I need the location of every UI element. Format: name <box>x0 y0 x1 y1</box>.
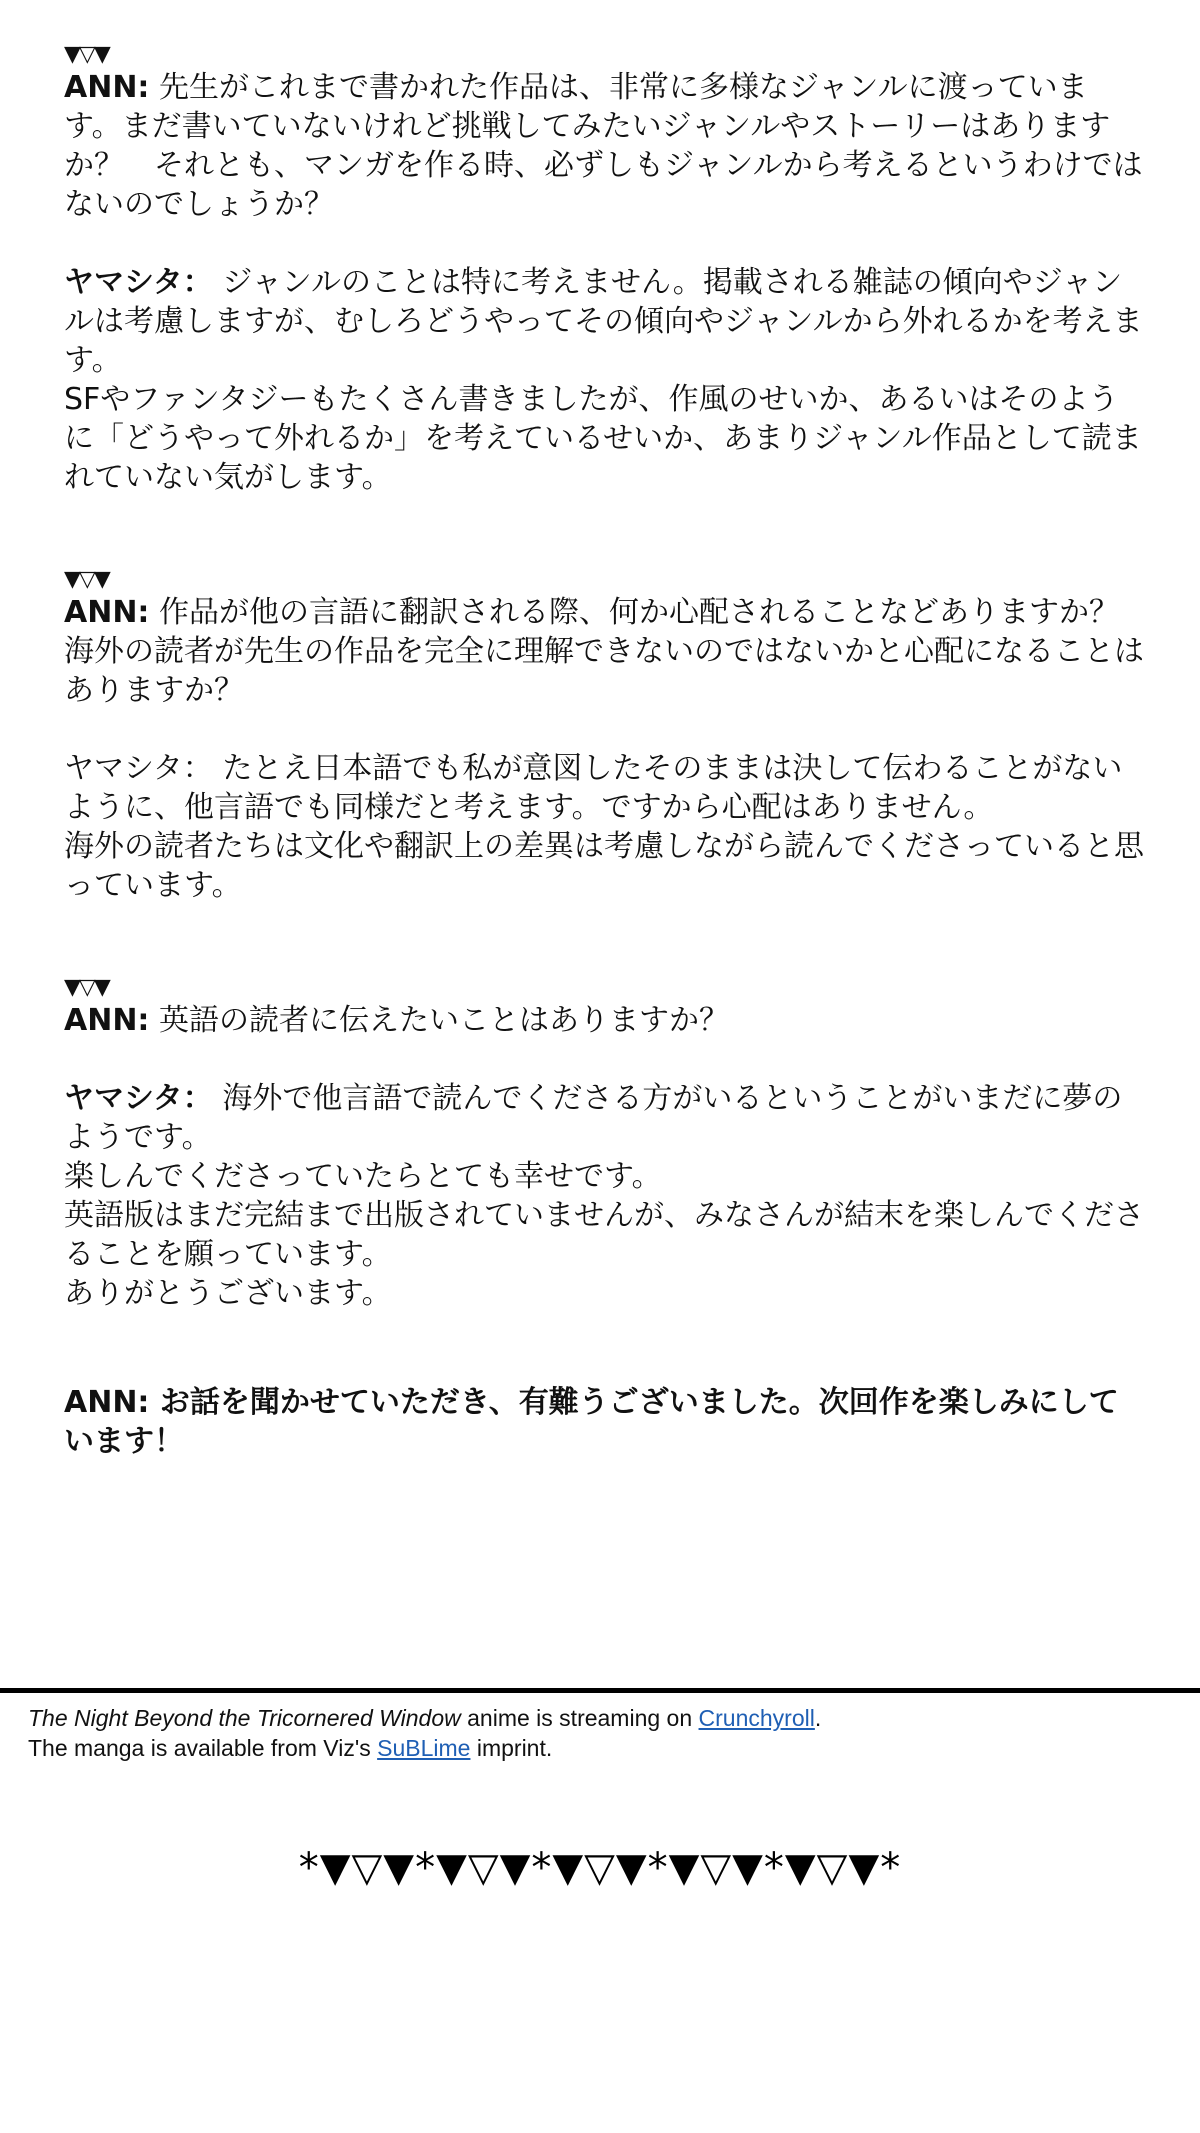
interview-article <box>64 42 1144 1461</box>
footer-text: The manga is available from Viz's <box>28 1735 378 1761</box>
question-text: 作品が他の言語に翻訳される際、何か心配されることなどありますか？ <box>158 595 1119 630</box>
answer-paragraph: 楽しんでくださっていたらとても幸せです。 <box>64 1159 662 1194</box>
ornament-divider: *▼▽▼*▼▽▼*▼▽▼*▼▽▼*▼▽▼* <box>298 1845 902 1891</box>
sublime-link[interactable]: SuBLime <box>377 1735 471 1761</box>
answer-speaker: ヤマシタ： <box>64 751 213 786</box>
answer-paragraph <box>64 1079 1144 1157</box>
answer-paragraph <box>64 263 1144 380</box>
answer-paragraph <box>64 749 1144 827</box>
footer-line-anime <box>28 1703 1178 1733</box>
question-speaker: ANN: <box>64 70 150 105</box>
answer-text: たとえ日本語でも私が意図したそのままは決して伝わることがないように、他言語でも同様だと考えます。ですから心配はありません。 <box>64 751 1123 825</box>
question-speaker: ANN: <box>64 1003 150 1038</box>
answer-speaker: ヤマシタ： <box>64 265 213 300</box>
footer-text: . <box>814 1705 822 1731</box>
horizontal-rule <box>0 1688 1200 1693</box>
question-paragraph <box>64 1001 1144 1040</box>
answer-text: 海外で他言語で読んでくださる方がいるということがいまだに夢のようです。 <box>64 1081 1123 1155</box>
closing-speaker: ANN: <box>64 1385 150 1420</box>
qa-section-2 <box>64 567 1144 905</box>
closing-statement <box>64 1383 1144 1461</box>
footer-notes <box>28 1703 1178 1763</box>
answer-text: ジャンルのことは特に考えません。掲載される雑誌の傾向やジャンルは考慮しますが、むしろどうやってその傾向やジャンルから外れるかを考えます。 <box>64 265 1143 378</box>
question-paragraph <box>64 68 1144 224</box>
crunchyroll-link[interactable]: Crunchyroll <box>698 1705 815 1731</box>
question-speaker: ANN: <box>64 595 150 630</box>
footer-text: imprint. <box>470 1735 553 1761</box>
section-marker: ▼▽▼ <box>64 42 109 67</box>
footer-line-manga <box>28 1733 1178 1763</box>
section-marker: ▼▽▼ <box>64 975 109 1000</box>
question-text: 英語の読者に伝えたいことはありますか？ <box>158 1003 729 1038</box>
answer-speaker: ヤマシタ： <box>64 1081 213 1116</box>
answer-paragraph: ありがとうございます。 <box>64 1276 392 1311</box>
footer-text: anime is streaming on <box>460 1705 699 1731</box>
answer-paragraph: SFやファンタジーもたくさん書きましたが、作風のせいか、あるいはそのように「どうやって外れるか」を考えているせいか、あまりジャンル作品として読まれていない気がします。 <box>64 382 1142 495</box>
series-title: The Night Beyond the Tricornered Window <box>28 1705 461 1731</box>
question-paragraph <box>64 593 1144 632</box>
question-text: 先生がこれまで書かれた作品は、非常に多様なジャンルに渡っています。まだ書いていないけれど挑戦してみたいジャンルやストーリーはありますか？ それとも、マンガを作る時、必ずしもジャンルから考えるというわけではないのでしょうか？ <box>64 70 1143 222</box>
section-marker: ▼▽▼ <box>64 567 109 592</box>
qa-section-3 <box>64 975 1144 1313</box>
qa-section-1 <box>64 42 1144 497</box>
question-paragraph: 海外の読者が先生の作品を完全に理解できないのではないかと心配になることはありますか？ <box>64 634 1144 708</box>
answer-paragraph: 海外の読者たちは文化や翻訳上の差異は考慮しながら読んでくださっていると思っています。 <box>64 829 1144 903</box>
answer-paragraph: 英語版はまだ完結まで出版されていませんが、みなさんが結末を楽しんでくださることを願っています。 <box>64 1198 1144 1272</box>
closing-text: お話を聞かせていただき、有難うございました。次回作を楽しみにしています！ <box>64 1385 1119 1459</box>
